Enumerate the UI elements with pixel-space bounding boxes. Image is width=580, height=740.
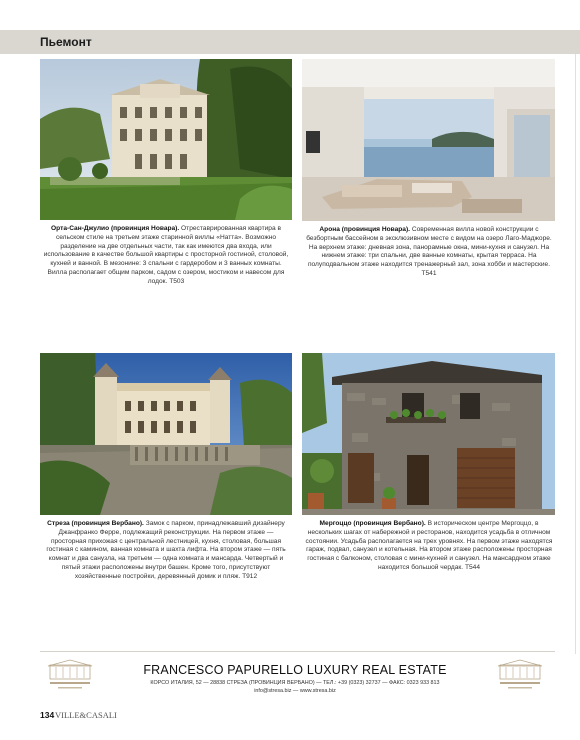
listing-caption-mergozzo	[305, 520, 553, 573]
listing-caption-arona	[305, 226, 553, 279]
listing-caption-stresa	[42, 520, 290, 582]
listing-heading: Мергоццо (провинция Вербано).	[319, 520, 428, 527]
listing-caption-orta	[42, 225, 290, 287]
footer-divider	[40, 651, 555, 652]
agency-contacts[interactable]: info@stresa.biz — www.stresa.biz	[254, 688, 336, 694]
listing-photo-mergozzo	[302, 353, 555, 515]
listing-photo-orta	[40, 59, 292, 220]
listing-body: В историческом центре Мергоццо, в нескольких шагах от набережной и ресторанов, находится усадьба в отличном состоянии. Усадьба располагается на трех уровнях. На первом этаже находятся гараж, подвал, санузел и котельная. На втором этаже расположены просторная гостиная с балконом, столовая с мини-кухней и санузел. На мансардном этаже находится большой чердак. T544	[305, 520, 553, 571]
agency-logo-right	[494, 659, 546, 697]
agency-address: КОРСО ИТАЛИЯ, 52 — 28838 СТРЕЗА (ПРОВИНЦИЯ ВЕРБАНО) — ТЕЛ.: +39 (0323) 32737 — ФАКС: 0323 933 813	[150, 680, 440, 686]
listing-body: Отреставрированная квартира в сельском стиле на третьем этаже старинной виллы «Натта». Возможно разделение на две отдельных части, так как имеются два входа, или использование в качестве большой квартиры с просторной гостиной, столовой, кухней и ванной. В мезонине: 3 спальни с гардеробом и 3 ванных комнаты. Вилла располагает общим парком, садом с озером, мостиком и навесом для лодок. T503	[43, 225, 289, 285]
page-number: 134	[40, 710, 55, 720]
page-edge-rule	[575, 54, 576, 654]
agency-name: FRANCESCO PAPURELLO LUXURY REAL ESTATE	[143, 663, 447, 677]
listing-heading: Стреза (провинция Вербано).	[47, 520, 146, 527]
listing-heading: Орта-Сан-Джулио (провинция Новара).	[51, 225, 182, 232]
magazine-name: VILLE&CASALI	[55, 710, 117, 720]
listing-photo-arona	[302, 59, 555, 221]
region-title: Пьемонт	[40, 35, 92, 49]
listing-photo-stresa	[40, 353, 292, 515]
listing-body: Современная вилла новой конструкции с безбортным бассейном в эксклюзивном месте с видом на озеро Лаго-Маджоре. На верхнем этаже: дневная зона, панорамные окна, мини-кухня и санузел. На нижнем этаже: три спальни, две ванные комнаты, крытая терраса. На полуподвальном этаже находится тренажерный зал, зона хобби и мастерские. T541	[306, 226, 552, 277]
listing-heading: Арона (провинция Новара).	[319, 226, 412, 233]
agency-logo-left	[44, 659, 96, 697]
listing-body: Замок с парком, принадлежавший дизайнеру Джанфранко Ферре, подлежащий реконструкции. На первом этаже — просторная прихожая с центральной лестницей, кухня, столовая, большая гостиная с камином, ванная комната и шахта лифта. На втором этаже — пять комнат и два санузла, на третьем — одна комната и мансарда. Четвертый и пятый этажи расположены внутри башен. Кроме того, присутствуют хозяйственные постройки, деревянный домик и пляж. T912	[46, 520, 286, 580]
